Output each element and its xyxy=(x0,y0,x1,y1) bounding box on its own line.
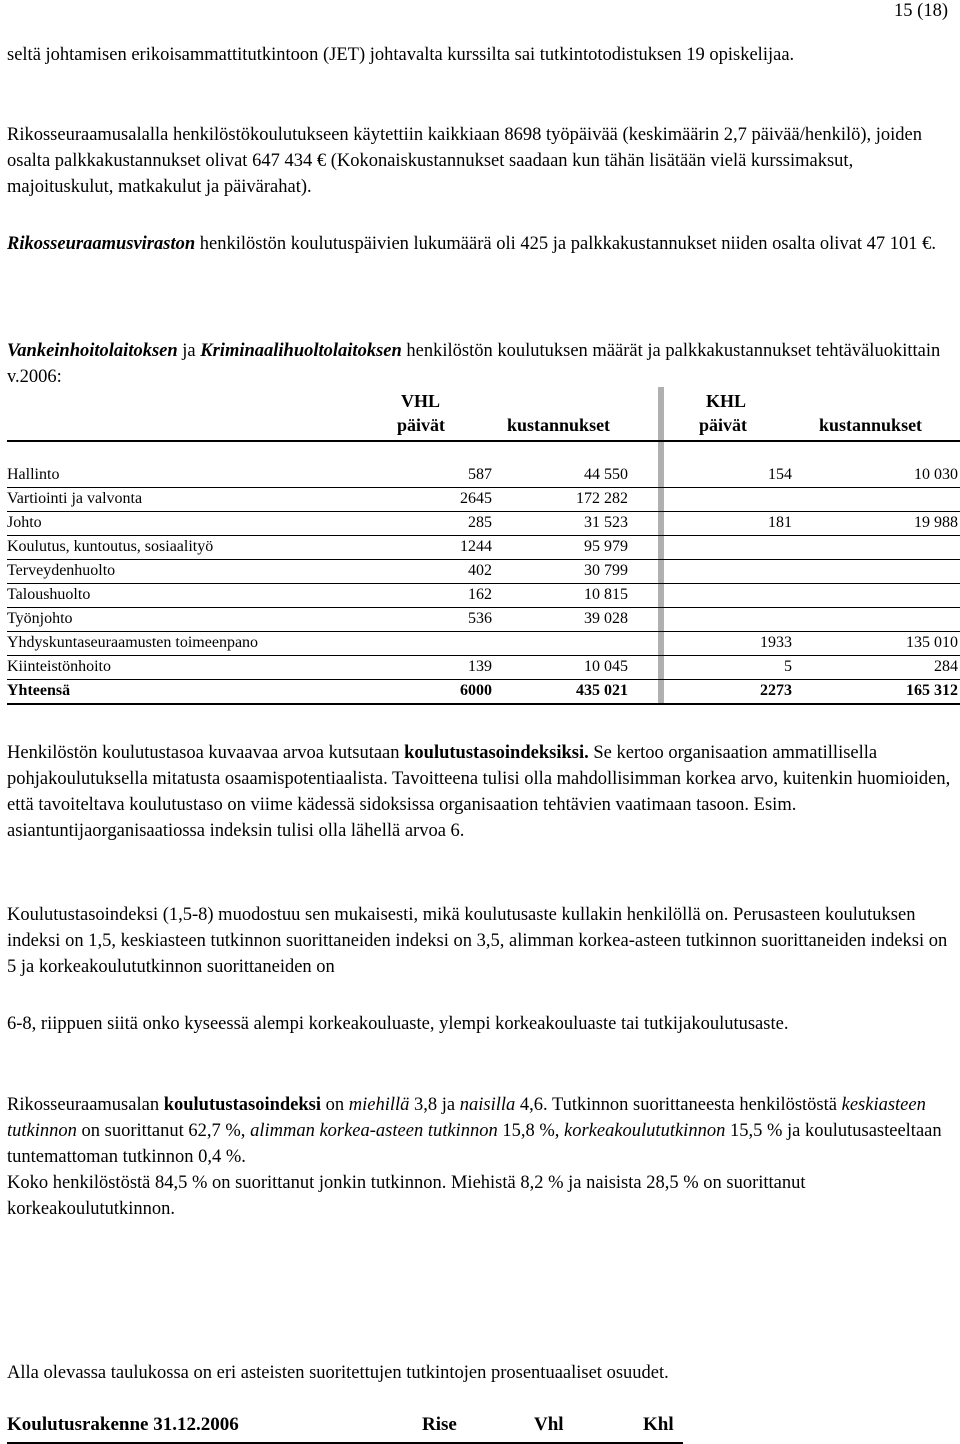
term-italic: alimman korkea-asteen tutkinnon xyxy=(250,1121,498,1141)
vhl-costs: 95 979 xyxy=(584,538,628,555)
paragraph-text: ja xyxy=(177,341,201,361)
term-italic: naisilla xyxy=(459,1095,516,1115)
paragraph-text: henkilöstön koulutuksen määrät ja palkkakustannukset tehtäväluokittain v.2006: xyxy=(7,341,941,387)
vhl-days: 139 xyxy=(468,658,492,675)
column-header-rise: Rise xyxy=(422,1414,457,1435)
khl-costs: 19 988 xyxy=(914,514,958,531)
term-italic: korkeakoulututkinnon xyxy=(564,1121,726,1141)
vhl-costs: 31 523 xyxy=(584,514,628,531)
khl-costs: 10 030 xyxy=(914,466,958,483)
vhl-costs: 172 282 xyxy=(576,490,628,507)
table-row xyxy=(7,464,960,488)
term-italic: keskiasteen tutkinnon xyxy=(7,1095,926,1141)
group-header-vhl: VHL xyxy=(401,391,441,411)
total-khl-days: 2273 xyxy=(760,682,792,699)
vhl-days: 536 xyxy=(468,610,492,627)
table-row xyxy=(7,560,960,584)
row-label: Terveydenhuolto xyxy=(7,562,116,579)
header-rule xyxy=(7,440,960,442)
row-label: Koulutus, kuntoutus, sosiaalityö xyxy=(7,538,214,555)
paragraph-text: 4,6. Tutkinnon suorittaneesta henkilöstöstä xyxy=(515,1095,842,1115)
row-label: Kiinteistönhoito xyxy=(7,658,111,675)
total-vhl-days: 6000 xyxy=(460,682,492,699)
total-label: Yhteensä xyxy=(7,682,71,699)
vhl-costs: 10 045 xyxy=(584,658,628,675)
paragraph-text: henkilöstön koulutuspäivien lukumäärä oli 425 ja palkkakustannukset niiden osalta olivat 47 101 €. xyxy=(195,234,937,254)
paragraph-index-values xyxy=(7,1092,952,1222)
header-vhl-costs: kustannukset xyxy=(507,415,611,435)
paragraph-text: on xyxy=(321,1095,349,1115)
term-italic: miehillä xyxy=(348,1095,410,1115)
row-label: Hallinto xyxy=(7,466,60,483)
vhl-days: 2645 xyxy=(460,490,492,507)
vhl-days: 587 xyxy=(468,466,492,483)
paragraph-text: Se kertoo organisaation ammatillisella pohjakoulutuksella mitatusta osaamispotentiaalista. Tavoitteena tulisi olla mahdollisimman korkea arvo, kuitenkin huomioiden, että tavoiteltava koulutustaso on viime kädessä sidoksissa organisaation tehtävien vaatimaan tasoon. Esim. asiantuntijaorganisaatiossa indeksin tulisi olla lähellä arvoa 6. xyxy=(7,743,951,841)
training-costs-table xyxy=(7,385,960,707)
group-header-khl: KHL xyxy=(706,391,747,411)
header-khl-costs: kustannukset xyxy=(819,415,923,435)
paragraph-text: Rikosseuraamusalan xyxy=(7,1095,164,1115)
table-row xyxy=(7,488,960,512)
vhl-days: 285 xyxy=(468,514,492,531)
agency-name-vhl: Vankeinhoitolaitoksen xyxy=(7,341,178,361)
table-row xyxy=(7,584,960,608)
vhl-costs: 10 815 xyxy=(584,586,628,603)
paragraph-intro: seltä johtamisen erikoisammattitutkintoon (JET) johtavalta kurssilta sai tutkintotodistuksen 19 opiskelijaa. xyxy=(7,45,795,65)
vhl-costs: 39 028 xyxy=(584,610,628,627)
education-structure-table-header xyxy=(7,1414,683,1444)
row-label: Vartiointi ja valvonta xyxy=(7,490,143,507)
paragraph-text: Koko henkilöstöstä 84,5 % on suorittanut jonkin tutkinnon. Miehistä 8,2 % ja naisista 28,5 % on suorittanut korkeakoulututkinnon. xyxy=(7,1173,806,1219)
term-bold: koulutustasoindeksiksi. xyxy=(404,743,589,763)
header-khl-days: päivät xyxy=(699,415,748,435)
table-title: Koulutusrakenne 31.12.2006 xyxy=(7,1414,239,1435)
table-row xyxy=(7,632,960,656)
row-label: Johto xyxy=(7,514,42,531)
total-vhl-costs: 435 021 xyxy=(576,682,628,699)
table-row xyxy=(7,536,960,560)
khl-costs: 284 xyxy=(934,658,958,675)
table-row xyxy=(7,608,960,632)
vhl-days: 162 xyxy=(468,586,492,603)
paragraph-table-intro xyxy=(7,338,952,390)
paragraph-text: on suorittanut 62,7 %, xyxy=(76,1121,251,1141)
table-row xyxy=(7,512,960,536)
vhl-days: 402 xyxy=(468,562,492,579)
agency-name-khl: Kriminaalihuoltolaitoksen xyxy=(200,341,402,361)
term-bold: koulutustasoindeksi xyxy=(163,1095,322,1115)
paragraph-text: 3,8 ja xyxy=(409,1095,460,1115)
table-bottom-rule xyxy=(7,703,960,705)
vhl-costs: 44 550 xyxy=(584,466,628,483)
paragraph-index-scale-cont: 6-8, riippuen siitä onko kyseessä alempi korkeakouluaste, ylempi korkeakouluaste tai tutkijakoulutusaste. xyxy=(7,1014,789,1034)
column-header-vhl: Vhl xyxy=(534,1414,564,1435)
khl-days: 181 xyxy=(768,514,792,531)
agency-name: Rikosseuraamusviraston xyxy=(7,234,196,254)
khl-costs: 135 010 xyxy=(906,634,958,651)
paragraph-text: 15,8 %, xyxy=(497,1121,564,1141)
paragraph-text: 15,5 % ja koulutusasteeltaan tuntemattoman tutkinnon 0,4 %. xyxy=(7,1121,942,1167)
column-header-khl: Khl xyxy=(643,1414,674,1435)
vhl-days: 1244 xyxy=(460,538,492,555)
total-khl-costs: 165 312 xyxy=(906,682,958,699)
paragraph-rikosseuraamusvirasto xyxy=(7,231,952,257)
row-label: Taloushuolto xyxy=(7,586,91,603)
row-label: Työnjohto xyxy=(7,610,73,627)
khl-days: 5 xyxy=(784,658,792,675)
paragraph-table-note: Alla olevassa taulukossa on eri asteisten suoritettujen tutkintojen prosentuaaliset osuudet. xyxy=(7,1363,669,1383)
table-total-row xyxy=(7,680,960,703)
row-label: Yhdyskuntaseuraamusten toimeenpano xyxy=(7,634,259,651)
page-number: 15 (18) xyxy=(894,1,948,21)
khl-days: 1933 xyxy=(760,634,792,651)
paragraph-education-index xyxy=(7,740,952,844)
paragraph-index-scale: Koulutustasoindeksi (1,5-8) muodostuu sen mukaisesti, mikä koulutusaste kullakin henkilöllä on. Perusasteen koulutuksen indeksi on 1,5, keskiasteen tutkinnon suorittaneiden indeksi on 3,5, alimman korkea-asteen tutkinnon suorittaneiden indeksi on 5 ja korkeakoulututkinnon suorittaneiden on xyxy=(7,905,948,977)
paragraph-text: Henkilöstön koulutustasoa kuvaavaa arvoa kutsutaan xyxy=(7,743,405,763)
header-vhl-days: päivät xyxy=(397,415,446,435)
vhl-costs: 30 799 xyxy=(584,562,628,579)
paragraph-training-days: Rikosseuraamusalalla henkilöstökoulutukseen käytettiin kaikkiaan 8698 työpäivää (keskimäärin 2,7 päivää/henkilö), joiden osalta palkkakustannukset olivat 647 434 € (Kokonaiskustannukset saadaan kun tähän lisätään vielä kurssimaksut, majoituskulut, matkakulut ja päivärahat). xyxy=(7,125,923,197)
khl-days: 154 xyxy=(768,466,792,483)
table-row xyxy=(7,656,960,680)
